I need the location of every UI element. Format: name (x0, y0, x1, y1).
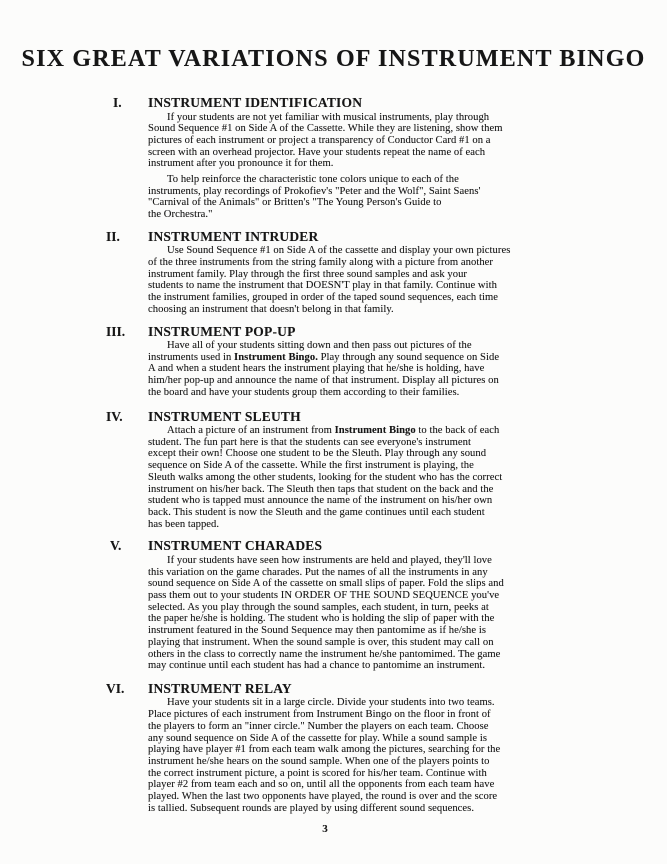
text-line (148, 186, 667, 198)
text: student who is tapped must announce the name of the instrument on his/her own (148, 495, 493, 507)
text: Have all of your students sitting down and then pass out pictures of the (167, 340, 472, 352)
section-heading: INSTRUMENT IDENTIFICATION (148, 95, 363, 110)
text: any sound sequence on Side A of the cassette for play. While a sound sample is (148, 732, 487, 744)
text-line (148, 363, 667, 375)
text: the board and have your students group them according to their families. (148, 386, 460, 398)
text-line (148, 768, 667, 780)
text: Place pictures of each instrument from Instrument Bingo on the floor in front of (148, 709, 491, 721)
text-line (148, 567, 667, 579)
text: instruments, play recordings of Prokofiev's "Peter and the Wolf", Saint Saens' (148, 185, 481, 197)
text: Sleuth walks among the other students, looking for the student who has the correct (148, 471, 503, 483)
text: screen with an overhead projector. Have your students repeat the name of each (148, 146, 486, 158)
text-line (148, 602, 667, 614)
text-line (148, 660, 667, 672)
text: the Orchestra." (148, 209, 213, 221)
text: Use Sound Sequence #1 on Side A of the cassette and display your own pictures (167, 245, 511, 257)
paragraph (148, 340, 667, 399)
text: Have your students sit in a large circle. Divide your students into two teams. (167, 697, 495, 709)
text-line (148, 123, 667, 135)
paragraph (148, 697, 667, 814)
section-heading: INSTRUMENT SLEUTH (148, 408, 301, 424)
text-line (148, 292, 667, 304)
text-line (148, 495, 667, 507)
text: students to name the instrument that DOESN'T play in that family. Continue with (148, 280, 497, 292)
text-line (148, 352, 667, 364)
text: pictures of each instrument or project a transparency of Conductor Card #1 on a (148, 134, 491, 146)
text: to the back of each (415, 425, 500, 437)
text-line (148, 209, 667, 221)
text: instrument after you pronounce it for them. (148, 158, 334, 170)
text-line (148, 555, 667, 567)
section-numeral: IV. (106, 408, 123, 424)
text: sound sequence on Side A of the cassette on small slips of paper. Fold the slips and (148, 578, 504, 590)
text-line (148, 304, 667, 316)
text-line (148, 425, 667, 437)
text-line (148, 340, 667, 352)
text: is tallied. Subsequent rounds are played by using different sound sequences. (148, 802, 475, 814)
text-line (148, 460, 667, 472)
text-line (148, 779, 667, 791)
section-numeral: VI. (106, 680, 125, 696)
text: instruments used in (148, 351, 235, 363)
section (106, 539, 667, 672)
text: playing have player #1 from each team walk among the pictures, searching for the (148, 744, 501, 756)
text: Sound Sequence #1 on Side A of the Cassette. While they are listening, show them (148, 123, 503, 135)
text-line (148, 744, 667, 756)
text-line (148, 257, 667, 269)
text-line (148, 733, 667, 745)
text-line (148, 472, 667, 484)
section-numeral: II. (106, 228, 120, 244)
text-line (148, 519, 667, 531)
text: To help reinforce the characteristic tone colors unique to each of the (167, 174, 459, 186)
text-line (148, 613, 667, 625)
text: If your students are not yet familiar with musical instruments, play through (167, 111, 490, 123)
paragraph (148, 425, 667, 530)
sections-container (106, 96, 667, 814)
text: this variation on the game charades. Put the names of all the instruments in any (148, 566, 488, 578)
text-line (148, 269, 667, 281)
text: of the three instruments from the string family along with a picture from another (148, 257, 494, 269)
section-heading: INSTRUMENT CHARADES (148, 538, 323, 554)
text: student. The fun part here is that the students can see everyone's instrument (148, 436, 471, 448)
section (106, 230, 667, 316)
text: "Carnival of the Animals" or Britten's "The Young Person's Guide to (148, 197, 442, 209)
text-line (148, 158, 667, 170)
paragraph (148, 245, 667, 315)
text-line (148, 649, 667, 661)
text-line (148, 578, 667, 590)
section-numeral: V. (110, 538, 122, 554)
text-line (148, 709, 667, 721)
bold-text: Instrument Bingo. (234, 351, 318, 363)
text: the paper he/she is holding. The student who is holding the slip of paper with the (148, 613, 495, 625)
text-line (148, 590, 667, 602)
paragraph (148, 112, 667, 171)
page-number: 3 (322, 823, 328, 835)
text: Play through any sound sequence on Side (317, 351, 500, 363)
text: instrument on his/her back. The Sleuth then taps that student on the back and the (148, 483, 494, 495)
text-line (148, 803, 667, 815)
text: instrument featured in the Sound Sequence may then pantomime as if he/she is (148, 625, 487, 637)
text-line (148, 697, 667, 709)
text: the correct instrument picture, a point is scored for his/her team. Continue with (148, 767, 487, 779)
text-line (148, 484, 667, 496)
text-line (148, 245, 667, 257)
text: others in the class to correctly name the instrument he/she pantomimed. The game (148, 648, 501, 660)
text: instrument family. Play through the first three sound samples and ask your (148, 268, 468, 280)
text: A and when a student hears the instrument playing that he/she is holding, have (148, 363, 485, 375)
section (106, 682, 667, 815)
text-line (148, 280, 667, 292)
text-line (148, 387, 667, 399)
text: If your students have seen how instruments are held and played, they'll love (167, 554, 492, 566)
text: may continue until each student has had a chance to pantomime an instrument. (148, 660, 486, 672)
text-line (148, 437, 667, 449)
text-line (148, 507, 667, 519)
text: the instrument families, grouped in order of the taped sound sequences, each time (148, 292, 499, 304)
text-line (148, 791, 667, 803)
text-line (148, 625, 667, 637)
text: played. When the last two opponents have played, the round is over and the score (148, 791, 498, 803)
text: him/her pop-up and announce the name of that instrument. Display all pictures on (148, 375, 499, 387)
text-line (148, 174, 667, 186)
text: instrument he/she hears on the sound sample. When one of the players points to (148, 755, 490, 767)
paragraph (148, 174, 667, 221)
section-heading: INSTRUMENT POP-UP (148, 323, 296, 339)
section-numeral: III. (106, 323, 126, 339)
section-numeral: I. (113, 95, 122, 110)
text: the players to form an "inner circle." Number the players on each team. Choose (148, 720, 489, 732)
section (106, 325, 667, 399)
text: selected. As you play through the sound samples, each student, in turn, peeks at (148, 601, 489, 613)
text-line (148, 721, 667, 733)
text: except their own! Choose one student to be the Sleuth. Play through any sound (148, 448, 487, 460)
text-line (148, 375, 667, 387)
section (106, 96, 667, 221)
text: sequence on Side A of the cassette. While the first instrument is playing, the (148, 460, 474, 472)
text-line (148, 197, 667, 209)
text-line (148, 135, 667, 147)
text-line (148, 147, 667, 159)
text: player #2 from team each and so on, until all the opponents from each team have (148, 779, 495, 791)
text: Attach a picture of an instrument from (167, 425, 335, 437)
text-line (148, 448, 667, 460)
text-line (148, 112, 667, 124)
page-title: SIX GREAT VARIATIONS OF INSTRUMENT BINGO (21, 46, 646, 72)
text: playing that instrument. When the sound sample is over, this student may call on (148, 636, 494, 648)
section-heading: INSTRUMENT RELAY (148, 680, 292, 696)
section-heading: INSTRUMENT INTRUDER (148, 228, 319, 244)
text: choosing an instrument that doesn't belong in that family. (148, 303, 394, 315)
text: pass them out to your students IN ORDER OF THE SOUND SEQUENCE you've (148, 590, 500, 601)
section (106, 410, 667, 531)
paragraph (148, 555, 667, 672)
bold-text: Instrument Bingo (334, 425, 416, 437)
text-line (148, 756, 667, 768)
text: has been tapped. (148, 518, 220, 530)
text-line (148, 637, 667, 649)
text: back. This student is now the Sleuth and the game continues until each student (148, 506, 485, 518)
